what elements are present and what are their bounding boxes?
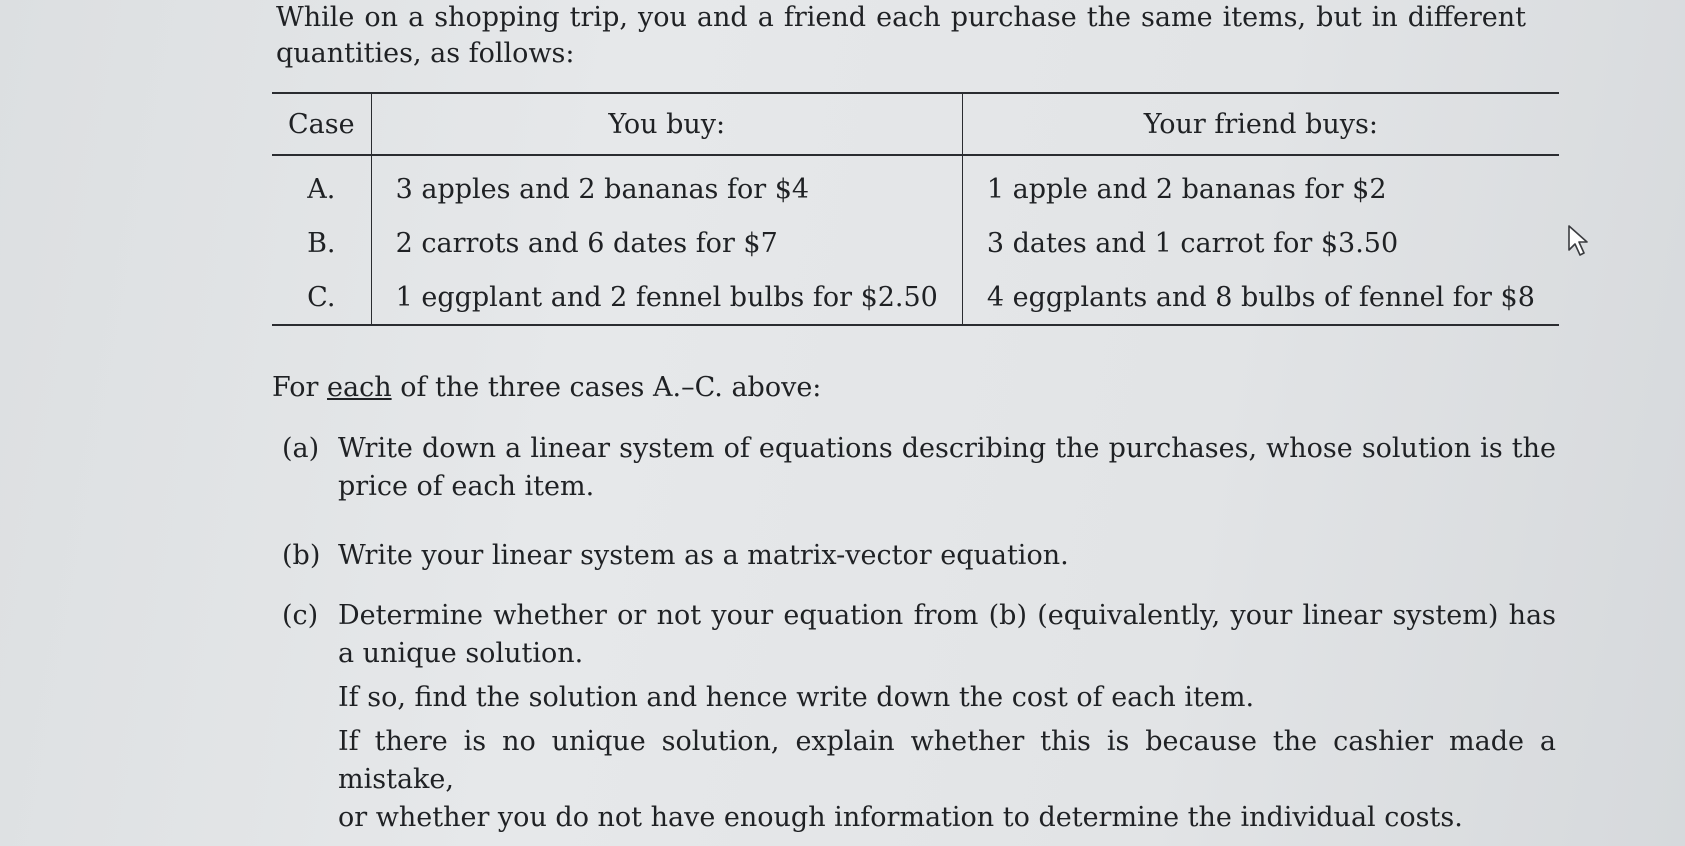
question-c-line-3: If so, find the solution and hence write down the cost of each item. (338, 682, 1255, 713)
question-a-line-2: price of each item. (338, 471, 595, 502)
case-label: A. (272, 155, 371, 216)
instructions (272, 370, 821, 406)
mouse-pointer-icon (1566, 224, 1594, 260)
question-c-line-5: or whether you do not have enough information to determine the individual costs. (338, 802, 1463, 833)
you-buy-cell: 2 carrots and 6 dates for $7 (371, 216, 962, 270)
case-label: B. (272, 216, 371, 270)
table-header-row (272, 93, 1559, 155)
friend-buys-cell: 4 eggplants and 8 bulbs of fennel for $8 (986, 281, 1535, 313)
friend-buys-cell: 3 dates and 1 carrot for $3.50 (986, 227, 1399, 259)
you-buy-cell: 1 eggplant and 2 fennel bulbs for $2.50 (371, 270, 962, 325)
header-friend-buys: Your friend buys: (1143, 108, 1379, 140)
you-buy-cell: 3 apples and 2 bananas for $4 (371, 155, 962, 216)
table-row (272, 270, 1559, 325)
intro-line-2: quantities, as follows: (276, 38, 575, 69)
problem-intro (276, 0, 1526, 72)
purchases-table (272, 92, 1559, 326)
instructions-after: of the three cases A.–C. above: (391, 372, 822, 403)
question-c-line-1: Determine whether or not your equation from (b) (equivalently, your linear system) has (338, 600, 1556, 631)
question-b-label: (b) (282, 540, 321, 571)
friend-buys-cell: 1 apple and 2 bananas for $2 (986, 173, 1387, 205)
question-c-line-2: a unique solution. (338, 638, 584, 669)
question-a-label: (a) (282, 433, 320, 464)
question-c-line-4: If there is no unique solution, explain whether this is because the cashier made a mistake, (338, 726, 1556, 795)
question-a-line-1: Write down a linear system of equations describing the purchases, whose solution is the (338, 433, 1556, 464)
intro-line-1: While on a shopping trip, you and a friend each purchase the same items, but in different (276, 2, 1526, 33)
question-c-label: (c) (282, 600, 319, 631)
table-row (272, 216, 1559, 270)
question-b-line-1: Write your linear system as a matrix-vector equation. (338, 540, 1069, 571)
header-case: Case (272, 93, 371, 155)
instructions-emphasis: each (327, 372, 392, 403)
case-label: C. (272, 270, 371, 325)
instructions-before: For (272, 372, 328, 403)
header-you-buy: You buy: (371, 93, 962, 155)
table-row (272, 155, 1559, 216)
